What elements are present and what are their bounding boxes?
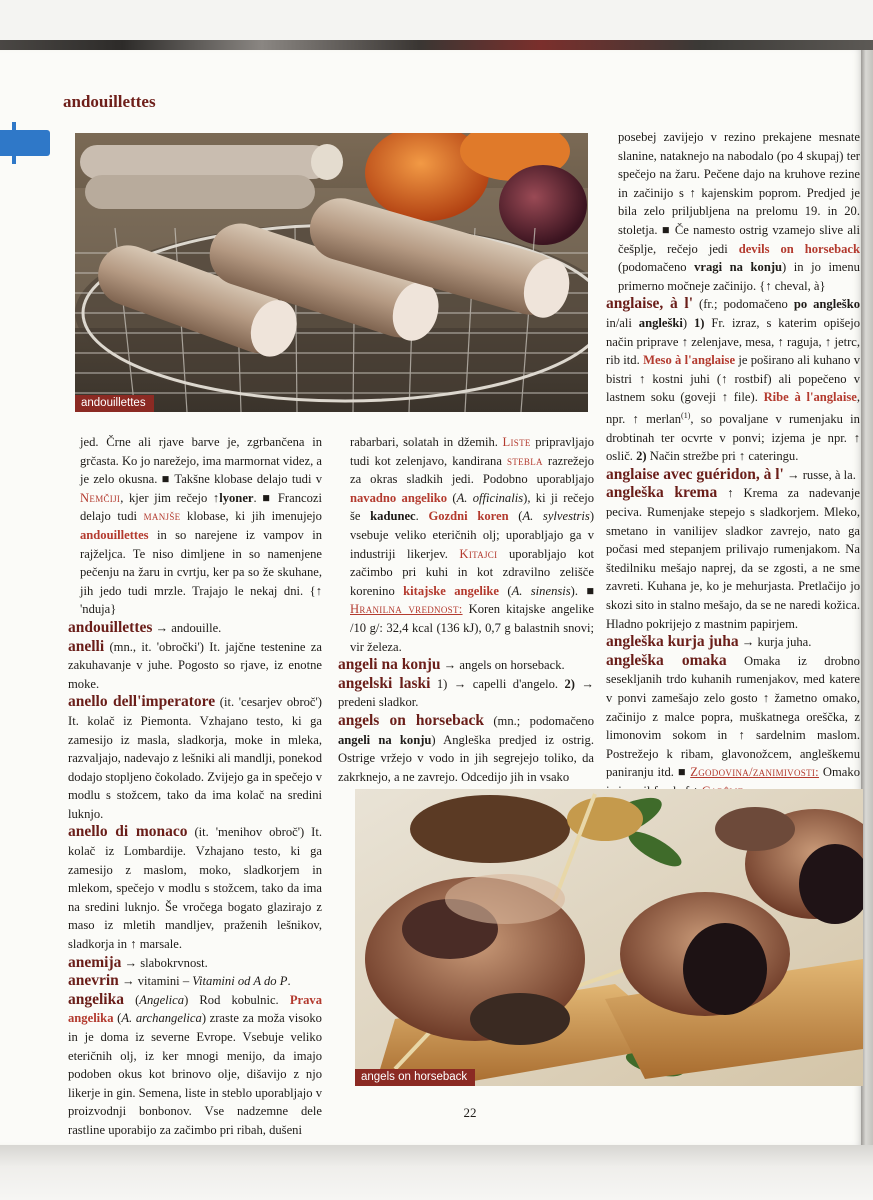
entry-anglaise: anglaise, à l' (fr.; podomačeno po angleško in/ali angleški) 1) Fr. izraz, s katerim opišejo način priprave ↑ zelenjave, mesa, ↑ raguja, ↑ jetrc, rib itd. Meso à l'anglaise je poširano ali kuhano v bistri ↑ kostni juhi (↑ rostbif) ali popečeno v lastnem soku (goveji ↑ file). Ribe à l'anglaise, npr. ↑ merlan$^{(1)}$, so povaljane v rumenjaku in drobtinah ter ocvrte v ponvi; izjema je npr. ↑ oslič. 2) Način strežbe pri ↑ cateringu. — [606, 295, 861, 464]
scan-margin-top — [0, 0, 873, 40]
entry-anevrin: anevrin → vitamini – Vitamini od A do P. — [68, 972, 291, 990]
photo-angels-on-horseback — [355, 789, 863, 1086]
entry-anemija: anemija → slabokrvnost. — [68, 953, 208, 971]
headword: andouillettes — [68, 618, 153, 636]
entry-angelski-laski: angelski laski 1) → capelli d'angelo. 2) → predeni sladkor. — [338, 674, 594, 710]
entry-angelika-continued: rabarbari, solatah in džemih. Liste pripravljajo tudi kot zelenjavo, kandirana stebla razrežejo za okras sladkih jedi. Podobno uporabljajo navadno angeliko (A. officinalis), ki ji rečejo še kadunec. Gozdni koren (A. sylvestris) vsebuje veliko eteričnih olj; uporabljajo ga v industriji likerjev. Kitajci uporabljajo kot začimbo pri kuhi in kot zdravilno zelišče korenino kitajske angelike (A. sinensis). ■ Hranilna vrednost: Koren kitajske angelike /10 g/: 32,4 kcal (136 kJ), 0,7 g balastnih snovi; vir železa. — [350, 435, 595, 654]
headword: anemija — [68, 953, 122, 971]
headword: angeli na konju — [338, 656, 441, 674]
photo-caption: angels on horseback — [355, 1069, 475, 1086]
photo-caption: andouillettes — [75, 395, 154, 412]
book-spine-edge — [0, 40, 873, 50]
headword: angelski laski — [338, 674, 431, 692]
angels-on-horseback-illustration — [355, 789, 863, 1086]
entry-angeli-na-konju: angeli na konju → angels on horseback. — [338, 656, 565, 674]
entry-angleska-krema: angleška krema ↑ Krema za nadevanje peciva. Rumenjake stepejo s sladkorjem. Mleko, smetano in vanilijev sladkor zavrejo, nato ga počasi med stepanjem prilivajo rumenjakom. Na štedilniku mešajo naprej, da se zgosti, a ne sme zavreti. Kuhana je, ko je mehurjasta. Pretlačijo jo skozi sito in stalno mešajo, da se ne naredi kožica. Hladno pokrijejo z mastnim papirjem. — [606, 484, 860, 631]
headword: angleška omaka — [606, 651, 727, 669]
headword: anglaise, à l' — [606, 295, 694, 313]
headword: angelika — [68, 990, 124, 1008]
headword: anevrin — [68, 972, 119, 990]
running-head: andouillettes — [63, 92, 156, 111]
headword: anelli — [68, 637, 105, 655]
headword: anglaise avec guéridon, à l' — [606, 465, 784, 483]
headword: angleška kurja juha — [606, 633, 739, 651]
thumb-index-tab — [0, 130, 50, 156]
entry-anello-dell-imperatore: anello dell'imperatore (it. 'cesarjev obroč') It. kolač iz Piemonta. Vzhajano testo, ki ga zamesijo iz masla, sladkorja, moke in mleka, razvaljajo, nadevajo z lešniki ali mandlji, ponekod dodajo stopljeno čokolado. Zvijejo ga in spečejo v modlu s stožcem, tako da ima kolač na sredini luknjo. — [68, 693, 322, 821]
column-left — [68, 433, 322, 1140]
entry-angleska-kurja-juha: angleška kurja juha → kurja juha. — [606, 633, 812, 651]
entry-angelika: angelika (Angelica) Rod kobulnic. Prava angelika (A. archangelica) zraste za moža visoko in je doma iz severne Evrope. Vsebuje veliko eteričnih olj, iz ker mnogi menijo, da imajo podoben okus kot brinovo olje, dišavijo z njo likerje in gin. Semena, liste in steblo uporabljajo v proizvodnji bonbonov. Vse nadzemne dele rastline uporabijo za začimbo pri ribah, dušeni — [68, 990, 322, 1137]
headword: anello dell'imperatore — [68, 693, 216, 711]
entry-andouille-continued: jed. Črne ali rjave barve je, zgrbančena in grčasta. Ko jo narežejo, ima marmornat videz, a je zelo okusna. ■ Takšne klobase delajo tudi v Nemčiji, kjer jim rečejo ↑lyoner. ■ Francozi delajo tudi manjše klobase, ki jih imenujejo andouillettes in so narejene iz vampov in rajželjca. Te niso dimljene in so namenjene pečenju na žaru in cvrtju, ker pa so že skuhane, jih jedo tudi mrzle. Trajajo le nekaj dni. {↑ 'nduja} — [80, 435, 322, 617]
headword: angleška krema — [606, 484, 718, 502]
photo-andouillettes — [75, 133, 588, 412]
entry-anelli: anelli (mn., it. 'obročki') It. jajčne testenine za zakuhavanje v juhe. Pogosto so rjave, iz enotne moke. — [68, 637, 322, 691]
column-right — [606, 128, 860, 801]
column-middle — [338, 433, 594, 786]
entry-angleska-omaka: angleška omaka Omaka iz drobno sesekljanih trdo kuhanih rumenjakov, med katere v ponvi zamešajo zelo gosto ↑ žametno omako, začinijo z malce popra, muškatnega oreščka, z limonovim sokom in ↑ sardelnim maslom. Postrežejo k ribam, glavonožcem, angleškemu paniranju itd. ■ Zgodovina/zanimivosti: Omako — [606, 651, 860, 780]
entry-angels-on-horseback-continued: posebej zavijejo v rezino prekajene mesnate slanine, nataknejo na nabodalo (po 4 skupaj) ter spečejo na žaru. Pečene dajo na kruhove rezine in začinijo s ↑ kajenskim poprom. Predjed je bila zelo priljubljena na prelomu 19. in 20. stoletja. ■ Če namesto ostrig vzamejo slive ali češplje, rečejo jedi devils on horseback (podomačeno vragi na konju) in jo imenu primerno močneje začinijo. {↑ cheval, à} — [618, 130, 861, 293]
entry-anglaise-avec-gueridon: anglaise avec guéridon, à l' → russe, à la. — [606, 465, 856, 483]
headword: anello di monaco — [68, 823, 188, 841]
page-number: 22 — [463, 1105, 477, 1120]
headword: angels on horseback — [338, 711, 484, 729]
entry-anello-di-monaco: anello di monaco (it. 'menihov obroč') It. kolač iz Lombardije. Vzhajano testo, ki ga zamesijo z maslom, moko, sladkorjem in mlekom, spečejo v modlu s stožcem, tako da ima na sredini luknjo. Še vročega bogato glazirajo z maso iz mletih mandljev, praženih lešnikov, sladkorja in ↑ marsale. — [68, 823, 322, 952]
scan-margin-bottom — [0, 1145, 873, 1200]
entry-angels-on-horseback: angels on horseback (mn.; podomačeno angeli na konju) Angleška predjed iz ostrig. Ostrige vržejo v vodo in jih segrejejo toliko, da zakrknejo, a ne zavrejo. Odcedijo jih in vsako — [338, 711, 594, 784]
entry-andouillettes: andouillettes → andouille. — [68, 618, 222, 636]
andouillettes-illustration — [75, 133, 588, 412]
